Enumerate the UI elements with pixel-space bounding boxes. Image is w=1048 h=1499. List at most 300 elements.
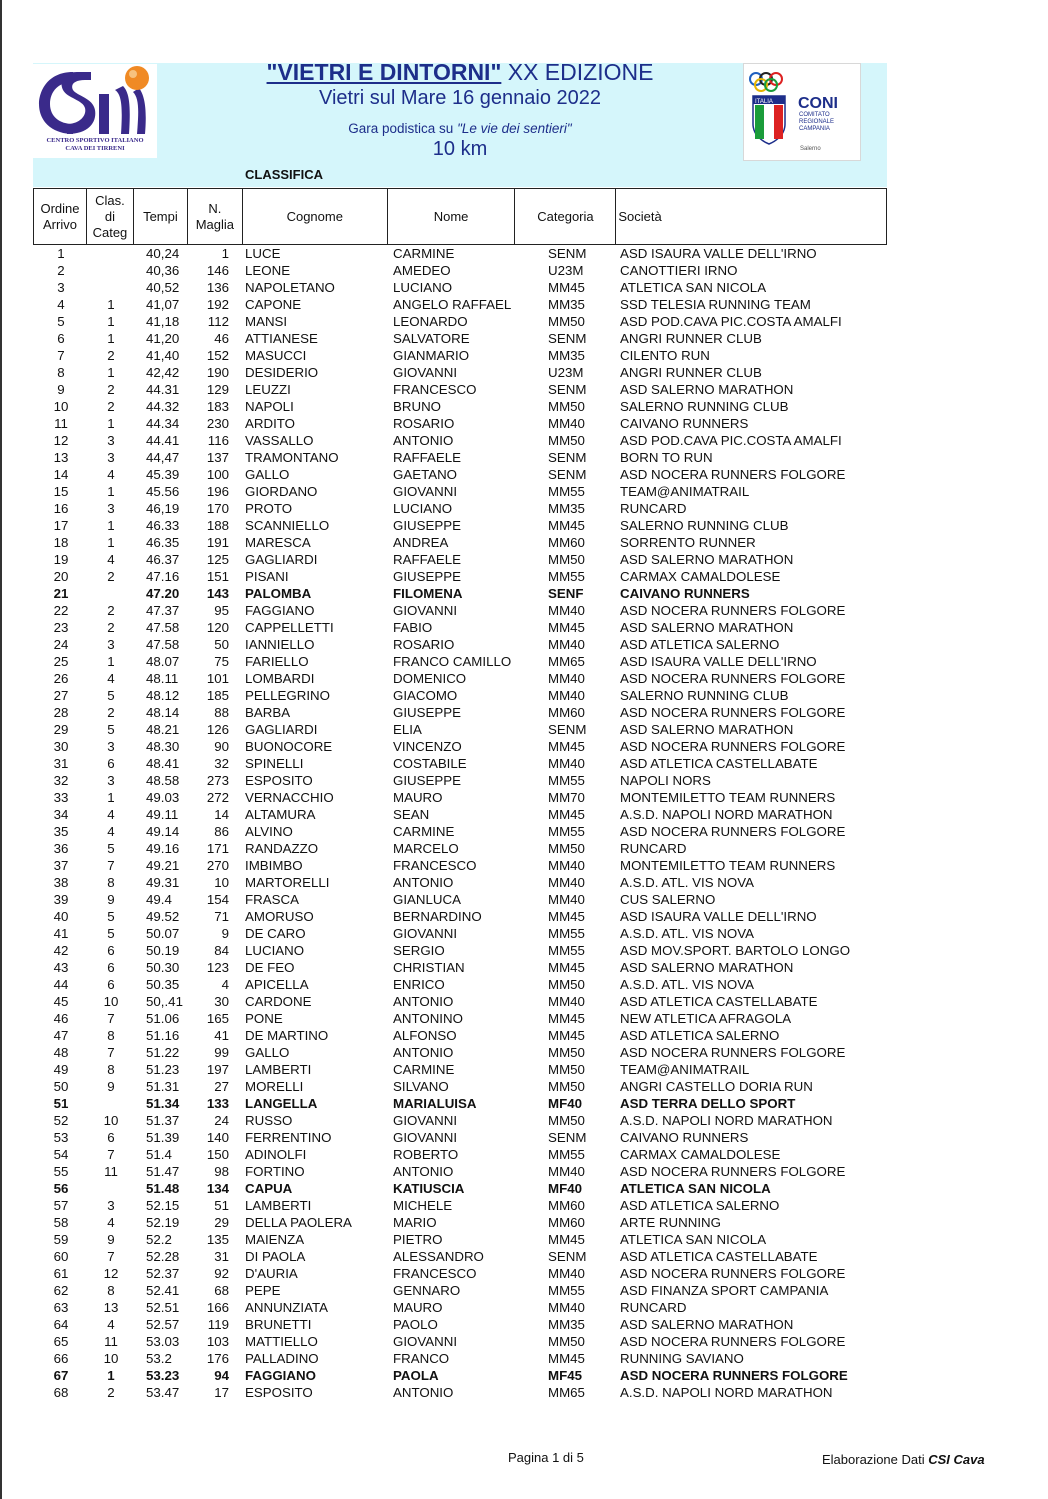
table-row [33, 1163, 893, 1180]
cell-societa: CANOTTIERI IRNO [620, 263, 738, 278]
cell-cognome: PEPE [245, 1283, 281, 1298]
cell-nome: MARCELO [393, 841, 459, 856]
cell-categoria: MM45 [548, 739, 585, 754]
table-row [33, 551, 893, 568]
cell-clas-categ: 7 [107, 858, 115, 873]
cell-cognome: PALLADINO [245, 1351, 319, 1366]
table-row [33, 279, 893, 296]
cell-nome: SALVATORE [393, 331, 470, 346]
cell-tempo: 52.28 [146, 1249, 180, 1264]
cell-tempo: 48.12 [146, 688, 180, 703]
cell-nome: GIACOMO [393, 688, 458, 703]
cell-nome: ANTONIO [393, 433, 454, 448]
cell-nome: ELIA [393, 722, 422, 737]
cell-cognome: LEUZZI [245, 382, 291, 397]
col-tempi: Tempi [133, 189, 187, 245]
cell-categoria: MM55 [548, 926, 585, 941]
cell-tempo: 44.32 [146, 399, 180, 414]
cell-nome: KATIUSCIA [393, 1181, 465, 1196]
cell-clas-categ: 6 [107, 756, 115, 771]
cell-nome: GENNARO [393, 1283, 461, 1298]
cell-ordine: 28 [53, 705, 69, 720]
cell-ordine: 2 [57, 263, 65, 278]
cell-categoria: SENM [548, 1130, 587, 1145]
table-row [33, 483, 893, 500]
cell-ordine: 45 [53, 994, 69, 1009]
cell-tempo: 51.16 [146, 1028, 180, 1043]
cell-tempo: 48.58 [146, 773, 180, 788]
cell-ordine: 3 [57, 280, 65, 295]
table-row [33, 517, 893, 534]
cell-maglia: 1 [221, 246, 229, 261]
cell-nome: LUCIANO [393, 501, 453, 516]
cell-ordine: 46 [53, 1011, 69, 1026]
cell-nome: ANGELO RAFFAEL [393, 297, 512, 312]
credit-name: CSI Cava [928, 1452, 985, 1467]
cell-tempo: 52.15 [146, 1198, 180, 1213]
cell-societa: ASD ISAURA VALLE DELL'IRNO [620, 246, 817, 261]
cell-maglia: 4 [221, 977, 229, 992]
cell-cognome: ALTAMURA [245, 807, 316, 822]
cell-cognome: AMORUSO [245, 909, 314, 924]
table-row [33, 806, 893, 823]
col-ordine-line-1: Ordine [40, 200, 80, 216]
cell-clas-categ: 10 [103, 1351, 119, 1366]
cell-categoria: MM35 [548, 348, 585, 363]
cell-nome: MARIALUISA [393, 1096, 477, 1111]
table-row [33, 687, 893, 704]
cell-maglia: 51 [214, 1198, 229, 1213]
cell-cognome: RUSSO [245, 1113, 293, 1128]
table-row [33, 1146, 893, 1163]
cell-clas-categ: 5 [107, 909, 115, 924]
cell-ordine: 25 [53, 654, 69, 669]
cell-nome: GIOVANNI [393, 484, 458, 499]
cell-tempo: 50.19 [146, 943, 180, 958]
cell-maglia: 99 [214, 1045, 229, 1060]
cell-societa: A.S.D. ATL. VIS NOVA [620, 977, 754, 992]
cell-categoria: MM45 [548, 280, 585, 295]
cell-nome: SERGIO [393, 943, 445, 958]
cell-societa: A.S.D. ATL. VIS NOVA [620, 926, 754, 941]
cell-categoria: MM50 [548, 977, 585, 992]
cell-categoria: MM45 [548, 1232, 585, 1247]
cell-categoria: MM45 [548, 620, 585, 635]
cell-maglia: 133 [206, 1096, 229, 1111]
cell-societa: ASD NOCERA RUNNERS FOLGORE [620, 1368, 848, 1383]
cell-cognome: GALLO [245, 1045, 290, 1060]
cell-maglia: 191 [206, 535, 229, 550]
cell-clas-categ: 4 [107, 552, 115, 567]
cell-maglia: 135 [206, 1232, 229, 1247]
cell-clas-categ: 8 [107, 1028, 115, 1043]
cell-societa: RUNCARD [620, 1300, 687, 1315]
table-row [33, 432, 893, 449]
table-row [33, 1095, 893, 1112]
cell-maglia: 50 [214, 637, 229, 652]
cell-cognome: MATTIELLO [245, 1334, 318, 1349]
cell-ordine: 63 [53, 1300, 69, 1315]
cell-tempo: 49.16 [146, 841, 180, 856]
cell-clas-categ: 6 [107, 960, 115, 975]
cell-nome: CARMINE [393, 1062, 455, 1077]
cell-clas-categ: 2 [107, 399, 115, 414]
table-row [33, 245, 893, 262]
cell-cognome: GIORDANO [245, 484, 318, 499]
cell-cognome: RANDAZZO [245, 841, 319, 856]
cell-categoria: MM35 [548, 1317, 585, 1332]
cell-maglia: 230 [206, 416, 229, 431]
race-name: "Le vie dei sentieri" [457, 121, 572, 136]
cell-nome: RAFFAELE [393, 552, 461, 567]
table-row [33, 823, 893, 840]
table-row [33, 636, 893, 653]
cell-ordine: 33 [53, 790, 69, 805]
table-row [33, 296, 893, 313]
cell-ordine: 1 [57, 246, 65, 261]
cell-ordine: 7 [57, 348, 65, 363]
cell-tempo: 52.2 [146, 1232, 172, 1247]
cell-tempo: 47.16 [146, 569, 180, 584]
cell-ordine: 31 [53, 756, 69, 771]
cell-cognome: PISANI [245, 569, 289, 584]
table-row [33, 1248, 893, 1265]
cell-ordine: 30 [53, 739, 69, 754]
coni-badge-text: ITALIA [755, 99, 773, 105]
table-row [33, 704, 893, 721]
cell-clas-categ: 7 [107, 1011, 115, 1026]
cell-ordine: 57 [53, 1198, 69, 1213]
cell-societa: ASD NOCERA RUNNERS FOLGORE [620, 467, 846, 482]
cell-societa: CARMAX CAMALDOLESE [620, 1147, 781, 1162]
cell-clas-categ: 5 [107, 722, 115, 737]
cell-clas-categ: 9 [107, 1232, 115, 1247]
cell-clas-categ: 1 [107, 297, 115, 312]
table-row [33, 381, 893, 398]
cell-ordine: 16 [53, 501, 69, 516]
cell-clas-categ: 1 [107, 331, 115, 346]
cell-ordine: 32 [53, 773, 69, 788]
cell-tempo: 51.23 [146, 1062, 180, 1077]
cell-societa: A.S.D. NAPOLI NORD MARATHON [620, 807, 833, 822]
table-row [33, 262, 893, 279]
cell-categoria: MM45 [548, 960, 585, 975]
cell-societa: RUNNING SAVIANO [620, 1351, 744, 1366]
cell-ordine: 56 [53, 1181, 69, 1196]
cell-categoria: MM40 [548, 671, 585, 686]
cell-societa: ATLETICA SAN NICOLA [620, 280, 767, 295]
cell-maglia: 125 [206, 552, 229, 567]
cell-maglia: 27 [214, 1079, 229, 1094]
results-table-header [33, 188, 887, 245]
table-row [33, 398, 893, 415]
table-row [33, 993, 893, 1010]
cell-cognome: GAGLIARDI [245, 552, 318, 567]
cell-ordine: 12 [53, 433, 69, 448]
cell-nome: VINCENZO [393, 739, 462, 754]
cell-tempo: 49.14 [146, 824, 180, 839]
cell-ordine: 49 [53, 1062, 69, 1077]
cell-societa: ASD NOCERA RUNNERS FOLGORE [620, 705, 846, 720]
cell-categoria: U23M [548, 263, 584, 278]
cell-societa: ASD SALERNO MARATHON [620, 1317, 794, 1332]
cell-societa: SALERNO RUNNING CLUB [620, 399, 789, 414]
cell-societa: ATLETICA SAN NICOLA [620, 1232, 767, 1247]
cell-maglia: 14 [214, 807, 229, 822]
cell-tempo: 51.22 [146, 1045, 180, 1060]
cell-ordine: 53 [53, 1130, 69, 1145]
cell-nome: ANTONIO [393, 1164, 454, 1179]
table-row [33, 738, 893, 755]
col-clas-categ [86, 189, 133, 245]
cell-clas-categ: 1 [107, 416, 115, 431]
cell-ordine: 36 [53, 841, 69, 856]
cell-nome: GIUSEPPE [393, 518, 461, 533]
cell-ordine: 68 [53, 1385, 69, 1400]
col-ordine-arrivo [34, 189, 87, 245]
cell-clas-categ: 13 [103, 1300, 119, 1315]
table-row [33, 1214, 893, 1231]
cell-cognome: DE CARO [245, 926, 306, 941]
cell-maglia: 98 [214, 1164, 229, 1179]
cell-ordine: 42 [53, 943, 69, 958]
cell-maglia: 140 [206, 1130, 229, 1145]
cell-categoria: MM40 [548, 416, 585, 431]
cell-maglia: 100 [206, 467, 229, 482]
cell-tempo: 52.57 [146, 1317, 180, 1332]
cell-categoria: MM35 [548, 501, 585, 516]
cell-tempo: 49.52 [146, 909, 180, 924]
csi-caption-line-1: CENTRO SPORTIVO ITALIANO [46, 137, 144, 144]
cell-categoria: MM65 [548, 654, 585, 669]
cell-societa: TEAM@ANIMATRAIL [620, 1062, 750, 1077]
table-row [33, 466, 893, 483]
cell-societa: ASD NOCERA RUNNERS FOLGORE [620, 603, 846, 618]
cell-categoria: MM50 [548, 1079, 585, 1094]
cell-ordine: 26 [53, 671, 69, 686]
cell-clas-categ: 8 [107, 1062, 115, 1077]
cell-cognome: LUCE [245, 246, 281, 261]
col-societa: Società [616, 189, 887, 245]
table-row [33, 1265, 893, 1282]
cell-societa: ARTE RUNNING [620, 1215, 721, 1230]
cell-clas-categ: 2 [107, 382, 115, 397]
cell-cognome: DE MARTINO [245, 1028, 329, 1043]
cell-societa: CAIVANO RUNNERS [620, 416, 749, 431]
table-row [33, 891, 893, 908]
cell-tempo: 51.34 [146, 1096, 180, 1111]
cell-societa: ANGRI RUNNER CLUB [620, 365, 762, 380]
cell-ordine: 58 [53, 1215, 69, 1230]
cell-categoria: MM40 [548, 1300, 585, 1315]
table-row [33, 976, 893, 993]
cell-nome: ANTONINO [393, 1011, 463, 1026]
cell-societa: ASD ATLETICA SALERNO [620, 1028, 780, 1043]
cell-maglia: 24 [214, 1113, 229, 1128]
cell-maglia: 112 [207, 314, 229, 329]
cell-clas-categ: 1 [107, 790, 115, 805]
cell-societa: ASD NOCERA RUNNERS FOLGORE [620, 1266, 846, 1281]
cell-maglia: 92 [214, 1266, 229, 1281]
cell-nome: LUCIANO [393, 280, 453, 295]
table-row [33, 1061, 893, 1078]
cell-tempo: 48.07 [146, 654, 180, 669]
cell-societa: TEAM@ANIMATRAIL [620, 484, 750, 499]
cell-cognome: DESIDERIO [245, 365, 319, 380]
cell-nome: ANTONIO [393, 1045, 454, 1060]
cell-tempo: 53.23 [146, 1368, 180, 1383]
cell-nome: ANDREA [393, 535, 449, 550]
table-row [33, 772, 893, 789]
cell-categoria: MM55 [548, 824, 585, 839]
cell-categoria: MM60 [548, 535, 585, 550]
cell-categoria: MM55 [548, 484, 585, 499]
cell-cognome: MAIENZA [245, 1232, 305, 1247]
page-number: Pagina 1 di 5 [508, 1450, 584, 1465]
csi-caption [33, 137, 157, 153]
cell-clas-categ: 6 [107, 943, 115, 958]
cell-societa: CARMAX CAMALDOLESE [620, 569, 781, 584]
table-row [33, 959, 893, 976]
cell-clas-categ: 2 [107, 620, 115, 635]
cell-categoria: MM50 [548, 1113, 585, 1128]
cell-ordine: 15 [53, 484, 69, 499]
cell-nome: DOMENICO [393, 671, 467, 686]
table-row [33, 330, 893, 347]
cell-cognome: PONE [245, 1011, 283, 1026]
cell-cognome: PALOMBA [245, 586, 312, 601]
cell-categoria: MF40 [548, 1181, 582, 1196]
table-row [33, 925, 893, 942]
cell-ordine: 38 [53, 875, 69, 890]
race-description [200, 121, 720, 136]
cell-societa: ASD POD.CAVA PIC.COSTA AMALFI [620, 314, 842, 329]
cell-maglia: 151 [206, 569, 229, 584]
table-row [33, 347, 893, 364]
coni-logo-mark [744, 64, 860, 160]
cell-clas-categ: 10 [103, 994, 119, 1009]
cell-tempo: 50.07 [146, 926, 180, 941]
cell-clas-categ: 10 [103, 1113, 119, 1128]
cell-tempo: 48.30 [146, 739, 180, 754]
cell-tempo: 45.39 [146, 467, 180, 482]
cell-nome: GIOVANNI [393, 365, 458, 380]
page-title [200, 59, 720, 86]
cell-cognome: FARIELLO [245, 654, 309, 669]
cell-clas-categ: 7 [107, 1147, 115, 1162]
cell-categoria: MM40 [548, 688, 585, 703]
cell-clas-categ: 2 [107, 569, 115, 584]
cell-cognome: ALVINO [245, 824, 293, 839]
page-edge [0, 0, 2, 1499]
cell-ordine: 50 [53, 1079, 69, 1094]
table-row [33, 789, 893, 806]
cell-maglia: 75 [214, 654, 229, 669]
cell-ordine: 35 [53, 824, 69, 839]
cell-cognome: DELLA PAOLERA [245, 1215, 352, 1230]
cell-clas-categ: 8 [107, 875, 115, 890]
cell-clas-categ: 3 [107, 739, 115, 754]
table-row [33, 1010, 893, 1027]
cell-tempo: 47.20 [146, 586, 180, 601]
cell-categoria: MM50 [548, 1062, 585, 1077]
table-row [33, 1078, 893, 1095]
coni-sub-1: COMITATO [799, 112, 830, 118]
cell-tempo: 52.37 [146, 1266, 180, 1281]
cell-cognome: BUONOCORE [245, 739, 333, 754]
cell-clas-categ: 3 [107, 501, 115, 516]
table-row [33, 1333, 893, 1350]
cell-tempo: 50,.41 [146, 994, 183, 1009]
cell-categoria: MM55 [548, 773, 585, 788]
cell-societa: CILENTO RUN [620, 348, 710, 363]
cell-nome: ROSARIO [393, 416, 455, 431]
cell-categoria: MM50 [548, 1334, 585, 1349]
cell-cognome: MASUCCI [245, 348, 307, 363]
table-row [33, 908, 893, 925]
cell-maglia: 170 [206, 501, 229, 516]
cell-societa: BORN TO RUN [620, 450, 713, 465]
cell-maglia: 192 [206, 297, 229, 312]
cell-categoria: SENM [548, 450, 587, 465]
cell-cognome: NAPOLI [245, 399, 294, 414]
cell-clas-categ: 12 [103, 1266, 119, 1281]
cell-maglia: 68 [214, 1283, 229, 1298]
cell-clas-categ: 3 [107, 637, 115, 652]
cell-clas-categ: 2 [107, 705, 115, 720]
cell-tempo: 51.31 [146, 1079, 180, 1094]
cell-cognome: DI PAOLA [245, 1249, 306, 1264]
cell-clas-categ: 6 [107, 1130, 115, 1145]
cell-tempo: 51.4 [146, 1147, 172, 1162]
table-row [33, 534, 893, 551]
cell-clas-categ: 1 [107, 535, 115, 550]
cell-cognome: VASSALLO [245, 433, 314, 448]
cell-cognome: GAGLIARDI [245, 722, 318, 737]
cell-maglia: 41 [214, 1028, 229, 1043]
cell-cognome: MANSI [245, 314, 288, 329]
cell-clas-categ: 4 [107, 807, 115, 822]
table-row [33, 364, 893, 381]
results-table-body [33, 245, 893, 1401]
cell-nome: ANTONIO [393, 875, 454, 890]
table-row [33, 1282, 893, 1299]
cell-cognome: LAMBERTI [245, 1062, 312, 1077]
cell-nome: CARMINE [393, 246, 455, 261]
cell-cognome: ESPOSITO [245, 773, 313, 788]
cell-societa: ASD SALERNO MARATHON [620, 960, 794, 975]
cell-cognome: FORTINO [245, 1164, 305, 1179]
cell-maglia: 9 [221, 926, 229, 941]
cell-tempo: 48.11 [146, 671, 179, 686]
cell-maglia: 183 [206, 399, 229, 414]
cell-maglia: 94 [214, 1368, 229, 1383]
cell-tempo: 44,47 [146, 450, 180, 465]
cell-societa: ASD NOCERA RUNNERS FOLGORE [620, 824, 846, 839]
cell-categoria: MM55 [548, 1283, 585, 1298]
col-maglia-line-2: Maglia [195, 216, 235, 232]
cell-nome: ANTONIO [393, 1385, 454, 1400]
cell-nome: GIOVANNI [393, 926, 458, 941]
cell-categoria: SENF [548, 586, 584, 601]
cell-tempo: 51.48 [146, 1181, 180, 1196]
cell-tempo: 44.34 [146, 416, 180, 431]
cell-ordine: 22 [53, 603, 69, 618]
cell-categoria: MM45 [548, 807, 585, 822]
cell-nome: MARIO [393, 1215, 437, 1230]
cell-societa: MONTEMILETTO TEAM RUNNERS [620, 858, 836, 873]
cell-cognome: ESPOSITO [245, 1385, 313, 1400]
